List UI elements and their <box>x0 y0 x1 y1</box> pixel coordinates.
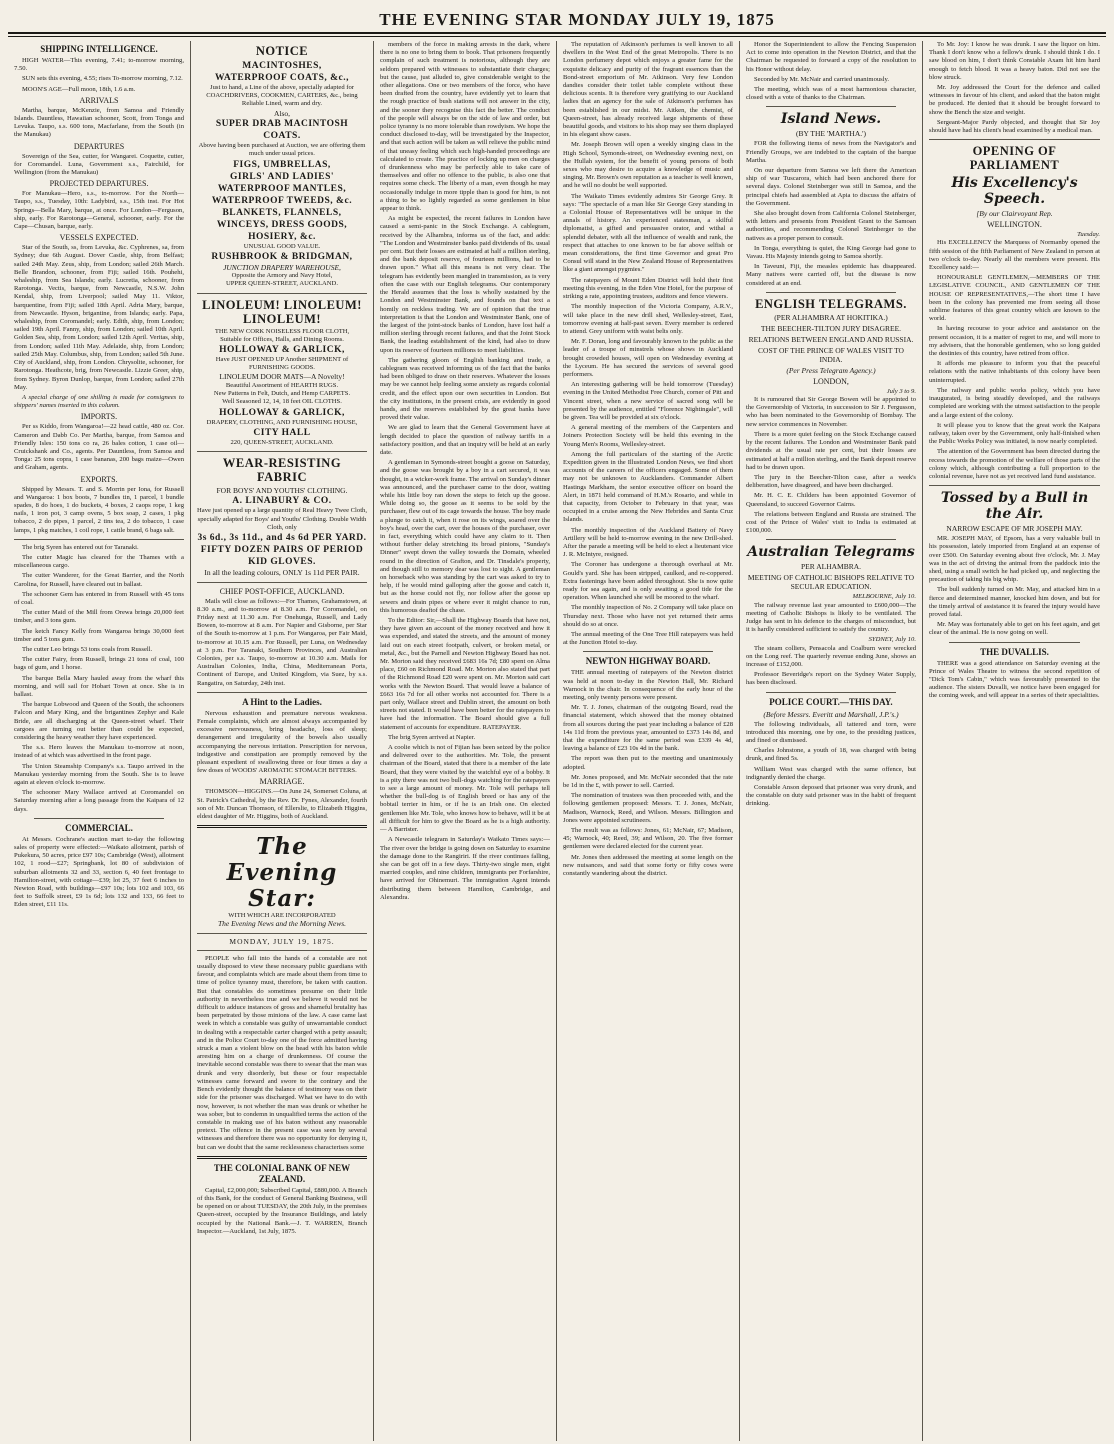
divider <box>766 292 896 293</box>
news-item: The Union Steamship Company's s.s. Taupo arrived in the Manukau yesterday morning from the South. She is to leave again at eleven o'clock to-morrow. <box>14 762 184 787</box>
news-item: The cutter Leo brings 53 tons coals from Russell. <box>22 645 153 653</box>
article-paragraph: Mr. Joy addressed the Court for the defence and called witnesses in favour of his client, and asked that the baton might be produced. He denied that it should be brought forward to show the Bench the size and weight. <box>929 84 1100 116</box>
ad-line: JUNCTION DRAPERY WAREHOUSE, <box>223 262 341 272</box>
ad-line: Well Seasoned 12, 14, 18 feet OIL CLOTHS. <box>222 398 342 406</box>
australian-telegrams-heading: Australian Telegrams <box>747 544 915 561</box>
article-paragraph: A general meeting of the members of the Carpenters and Joiners Protection Society will be held this evening in the Young Men's Rooms, Wellesley-street. <box>563 424 733 448</box>
divider <box>14 539 184 540</box>
commercial-heading: COMMERCIAL. <box>65 822 133 833</box>
ad-line: FOR BOYS' AND YOUTHS' CLOTHING. <box>216 485 348 495</box>
newton-paragraph: The report was then put to the meeting and unanimously adopted. <box>563 755 733 771</box>
divider <box>929 485 1100 486</box>
hint-heading: A Hint to the Ladies. <box>242 696 322 707</box>
article-paragraph: A coolie which is not of Fijian has been seized by the police and delivered over to the authorities. Mr. Tole, the present chairman of the Board, stated that there is a member of the late Board, that they were visited by the watchful eye of a bobby. It is a pity there was not two bull-dogs watching for the ratepayers to see a large amount of money. Mr. Tole will perhaps tell whether the bull-dog is of English breed or has any of the bobtail terrier in him, or if he is an Irish one. On elected gentlemen like Mr. Tole, who knows how to behave, will it be at all difficult for him to give the Board as he is a high authority. — A Barrister. <box>380 744 550 834</box>
english-telegrams-heading: ENGLISH TELEGRAMS. <box>755 296 907 311</box>
bull-sub: NARROW ESCAPE OF MR JOSEPH MAY. <box>946 524 1083 534</box>
marriage-notice: THOMSON—HIGGINS.—On June 24, Somerset Coluna, at St. Patrick's Cathedral, by the Rev. Dr. Fynes, Alexander, fourth son of Mr. Duncan Thomson, of Ellerslie, to Elizabeth Higgins, eldest daughter of Mr. Higgins, both of Auckland. <box>197 788 367 821</box>
article-paragraph: Mr. F. Doran, long and favourably known to the public as the leader of a troupe of minstrels whose shows in Auckland brought crowded houses, will open on Wednesday evening at the Lyceum. He has secured the services of several good performers. <box>563 338 733 378</box>
article-paragraph: Mr. Joseph Brown will open a weekly singing class in the High School, Symonds-street, on Wednesday evening next, on the Hullah system, for the benefit of young persons of both sexes who may desire to acquire a knowledge of music and singing. Mr. Brown's own reputation as a teacher is well known, and he will no doubt be well supported. <box>563 141 733 190</box>
ad-line: Opposite the Armory and Navy Hotel, <box>231 272 333 280</box>
tuesday-label: Tuesday. <box>1077 231 1100 239</box>
article-paragraph: Among the full particulars of the starting of the Arctic Expedition given in the Illustrated London News, we find short accounts of the careers of the officers engaged. Some of them may not be unknown to Aucklanders. Commander Albert Hastings Markham, the senior executive officer on board the Alert, in 1871 held command of H.M.'s Rosario, and while in that capacity, from October to February in that year, was occupied in a cruise among the New Hebrides and Santa Cruz Islands. <box>563 450 733 524</box>
london-paragraph: The jury in the Beecher-Tilton case, after a week's deliberation, have disagreed, and have been discharged. <box>746 473 916 490</box>
ad-line: 220, QUEEN-STREET, AUCKLAND. <box>230 438 334 446</box>
newton-paragraph: Mr. Jones then addressed the meeting at some length on the new nuisances, and said that some forty or fifty cows were constantly wandering about the district. <box>563 853 733 878</box>
linoleum-ad <box>197 298 367 447</box>
masthead-rule <box>8 36 1106 37</box>
london-heading: LONDON, <box>813 376 849 386</box>
duvallis-paragraph: THERE was a good attendance on Saturday evening at the Prince of Wales Theatre to witness the second repetition of "Dick Tom's Cabin," which was favourably presented to the audience. The sisters Duvalli, we notice have been engaged for the coming week, and will appear in a series of their specialities. <box>929 659 1100 700</box>
divider <box>197 825 367 828</box>
news-item: The cutter Fairy, from Russell, brings 21 tons of coal, 100 bags of gum, and 1 horse. <box>14 656 184 672</box>
article-paragraph: The gathering gloom of English banking and trade, a cablegram was received informing us of the fact that the banks had been obliged to draw on their reserves. Whatever the losses may be we cannot help feeling some anxiety as regards colonial credit, and the effect upon our own securities in London. But the city institutions, in the present crisis, are evidently in good hands, and the reserves established by the great banks have proved their value. <box>380 356 550 422</box>
ad-line: In all the leading colours, ONLY 1s 11d PER PAIR. <box>204 568 360 578</box>
newton-paragraph: Mr. T. J. Jones, chairman of the outgoing Board, read the financial statement, which showed that the money obtained from all sources during the past year including a balance of £28 14s 11d from the previous year, amounted to £373 14s 8d, and that the expenditure for the same period was £339 4s 4d, leaving a balance of £23 10s 4d in the bank. <box>563 704 733 753</box>
ad-line: DRAPERY, CLOTHING, AND FURNISHING HOUSE, <box>206 418 358 426</box>
banner-motto: WITH WHICH ARE INCORPORATED <box>228 912 336 920</box>
speech-paragraph: In having recourse to your advice and assistance on the present occasion, it is a matter of regret to me, and will more to my advisers, that the honorable gentlemen, who so long guided the destinies of this country, have retired from office. <box>929 325 1100 358</box>
divider <box>197 582 367 583</box>
hint-text: Nervous exhaustion and premature nervous weakness. Female complaints, which are almost always accompanied by excessive nervousness, bring headache, loss of sleep; derangement and irregularity of the bowels also usually accompanying the nervous irritation. Prescription for nervous, indigestive and constipation are promptly removed by the pleasant expedient of swallowing three or four times a day a few doses of WOODS' AROMATIC STOMACH BITTERS. <box>197 709 367 775</box>
column-6 <box>923 41 1106 1441</box>
article-paragraph: The Coroner has undergone a thorough overhaul at Mr. Gould's yard. She has been stripped, caulked, and re-coppered. Extra fastenings have been added throughout. She is now quite ready for sea again, and is only awaiting a good tide for the operation. When launched she will be moored to the wharf. <box>563 561 733 602</box>
london-paragraph: It is rumoured that Sir George Bowen will be appointed to the Governorship of Victoria, in succession to Sir J. Fergusson, who has been nominated to the Governorship of Bombay. The new service commences in November. <box>746 396 916 428</box>
london-date: July 3 to 9. <box>886 387 916 395</box>
article-paragraph: The ratepayers of Mount Eden District will hold their first meeting this evening, in the Eden Vine Hotel, for the purpose of striking a rate, appointing trustees, auditors and fence viewers. <box>563 276 733 301</box>
vessels-heading: VESSELS EXPECTED. <box>59 233 139 243</box>
article-paragraph: The monthly inspection of the Victoria Company, A.R.V., will take place in the new drill shed, Wellesley-street, East, tomorrow evening at half-past seven. Every member is ordered to attend. Grey uniform with waist belts only. <box>563 303 733 335</box>
arrivals-heading: ARRIVALS <box>79 95 119 105</box>
departures: Sovereign of the Sea, cutter, for Wangarei. Coquette, cutter, for Coromandel. Luna, Government s.s., Fairchild, for Wellington (from the Manukau) <box>14 152 184 177</box>
vessels: Star of the South, ss, from Levuka, &c. Cyphrenes, sa, from Sydney; due 6th August. Dover Castle, ship, from Belfast; sailed 24th May. Zeus, ship, from London; sailed 26th March. Belle Brandon, schooner, from Fiji; sailed 16th. Pouhehi, whaleship, from Sea Islands; early. Lucretia, schooner, from Rarotonga. Vectis, barque, from Newcastle, N.S.W. John Kendal, ship, from Liverpool; sailed May 11. Viktor, barquentine, from Fiji; sailed 18th April. Adria Mary, barque, from Newcastle. Hyson, brigantine, from Islands; early. Papa, whaleship, from Coromandel; early. Edith, ship, from London; sailed 19th April. Fanny, ship, from London; sailed 10th April. Golden Sea, ship, from London; sailed 12th April. Veritas, ship, from London; sailed 11th May. Adelaide, ship, from London; sailed 25th May. Columbus, ship, from London; sailed 5th June. City of Auckland, ship, from London. Chrysolite, schooner, for Rarotonga. Heathcote, brig, from Newcastle. Lizzie Greer, ship, from Sydney. Byron Dunlop, barque, from London; sailed 27th May. <box>14 244 184 391</box>
masthead <box>8 8 1106 34</box>
australian-telegrams-sub: PER ALHAMBRA. <box>800 562 861 572</box>
aus-paragraph: Professor Beveridge's report on the Sydney Water Supply, has been disclosed. <box>746 671 916 687</box>
newton-paragraph: Mr. Jones proposed, and Mr. McNair seconded that the rate be 1d in the £, with power to sell. Carried. <box>563 773 733 790</box>
divider <box>197 451 367 452</box>
island-paragraph: She also brought down from California Colonel Steinberger, with letters and presents from President Grant to the Samoan authorities, and recommending Colonel Steinberger to the natives as a proper person to consult. <box>746 210 916 242</box>
divider <box>766 692 896 693</box>
london-paragraph: Mr. H. C. E. Childers has been appointed Governor of Queensland, to succeed Governor Cairns. <box>746 492 916 508</box>
ad-line: WATERPROOF COATS, &c., <box>214 73 350 83</box>
sydney-date: SYDNEY, July 10. <box>868 636 916 644</box>
speech-paragraph: HONOURABLE GENTLEMEN,—MEMBERS OF THE LEGISLATIVE COUNCIL, AND GENTLEMEN OF THE HOUSE OF REPRESENTATIVES,—The short time I have been in the colony has prevented me from seeing all those sublime features of this great country which are known to the world. <box>929 274 1100 323</box>
divider <box>766 539 896 540</box>
ad-line: A. LINABURY & CO. <box>232 496 332 507</box>
ad-line: Beautiful Assortment of HEARTH RUGS. <box>225 381 339 389</box>
divider <box>197 692 367 693</box>
ad-line: Above having been purchased at Auction, we are offering them much under usual prices. <box>198 142 366 158</box>
news-item: The barque Bella Mary hauled away from the wharf this morning, and will sail for Hobart Town at once. She is in ballast. <box>14 674 184 698</box>
ad-line: WATERPROOF TWEEDS, &c. <box>211 195 353 206</box>
ad-line: 3s 6d., 3s 11d., and 4s 6d PER YARD. <box>197 533 367 544</box>
divider <box>197 1156 367 1159</box>
telegram-topic: THE BEECHER-TILTON JURY DISAGREE. <box>760 323 902 333</box>
leader-article: PEOPLE who fall into the hands of a constable are not usually disposed to view these necessary public guardians with favour, and complaints which are made about them from time to time of police tyranny must, therefore, be taken with caution. But that constables do sometimes presume on their little authority in nevertheless true and we believe it would not be difficult to adduce instances of gross and shameful brutality has been perpetrated by those minions of the law. A case came last week in which a constable was guilty of unwarrantable conduct in dealing with a respectable carter charged with a petty assault; and in the Police Court to-day one of the force admitted having struck a man a violent blow on the head with his baton while arresting him on a charge of drunkenness. Of course the inevitable second constable was there to swear that the man was drunk and very disorderly, but these or four respectable witnesses came forward and swore to the contrary and the Bench evidently thought the balance of testimony was on their side for the prisoner was discharged. What we have to do with now, however, is not whether the man was drunk or whether he was sober, but to condemn in unqualified terms the action of the constable in making use of his baton without any reasonable pretext. The offence in the present case was seen by several witnesses and therefore there was no opportunity for denying it, but can we doubt that the same recklessness characterises some <box>197 954 367 1151</box>
projected: For Manukau—Hero, s.s., to-morrow. For the North—Taupo, s.s., Tuesday, 10th: Ladybird, s.s., 15th inst. For Hot Springs—Bella Mary, barque, at once. For London—Ferguson, ship, early. For Rarotonga—General, schooner, early. For the Cape—Chusan, barque, early. <box>14 190 184 231</box>
projected-heading: PROJECTED DEPARTURES. <box>49 179 149 189</box>
speech-paragraph: The railway and public works policy, which you have inaugurated, is being steadily developed, and the railways completed are working with the utmost satisfaction to the people and a large extent of the colony. <box>929 386 1100 419</box>
news-item: The schooner Gem has entered in from Russell with 45 tons of coal. <box>14 590 184 606</box>
tides: HIGH WATER—This evening, 7.41; to-morrow morning, 7.50. <box>14 57 184 73</box>
marriage-heading: MARRIAGE. <box>259 777 305 787</box>
ad-line: UNUSUAL GOOD VALUE. <box>243 242 321 250</box>
banner-line: The Evening News and the Morning News. <box>217 919 347 929</box>
duvallis-heading: THE DUVALLIS. <box>980 646 1049 657</box>
arrivals: Martha, barque, McKenzie, from Samoa and Friendly Islands. Dauntless, Hawaiian schooner, Scott, from Tonga and Levuka. Taupo, s.s. 600 tons, Macfarlane, from the South (in the Manukau) <box>14 106 184 139</box>
ad-line: BLANKETS, FLANNELS, WINCEYS, DRESS GOODS, HOSIERY, &c. <box>216 207 348 242</box>
column-3 <box>374 41 557 1441</box>
sun: SUN sets this evening, 4.55; rises To-morrow morning, 7.12. <box>22 75 183 83</box>
ad-line: RUSHBROOK & BRIDGMAN, <box>211 251 353 262</box>
colonial-bank-heading: THE COLONIAL BANK OF NEW ZEALAND. <box>213 1162 351 1184</box>
ad-line: HOLLOWAY & GARLICK, <box>219 345 345 356</box>
police-paragraph: The following individuals, all tattered and torn, were introduced this morning, one by one, to the presiding justices, and fined or dismissed. <box>746 720 916 744</box>
island-news-heading: Island News. <box>780 111 882 128</box>
exports-heading: EXPORTS. <box>80 474 118 484</box>
divider <box>766 106 896 107</box>
colonial-bank-notice: Capital, £2,000,000; Subscribed Capital, £880,000. A Branch of this Bank, for the conduct of General Banking Business, will be opened on or about TUESDAY, the 20th July, in the premises Queen-street, occupied by the Insurance Buildings, and lately occupied by the National Bank.—J. T. WARREN, Branch Inspector.—Auckland, 1st July, 1875. <box>197 1186 367 1235</box>
article-paragraph: The brig Syren arrived at Napier. <box>388 733 476 741</box>
exports: Shipped by Messrs. T. and S. Morrin per Iona, for Russell and Wangaroa: 1 box boots, 7 bundles tin, 1 parcel, 1 bundle spades, 8 do hoes, 1 do buckets, 4 boxes, 2 caops rope, 1 keg nails, 1 iron pot, 3 camp ovens, 5 box soap, 2 cases, 1 pkg tobacco, 2 do pipes, 1 parcel, 2 tins tea, 2 do tobacco, 1 case lamps, 1 pkg matches, 1 coil rope, 1 cattle brand, 6 bags salt. <box>14 485 184 534</box>
column-5 <box>740 41 923 1441</box>
telegram-topic: RELATIONS BETWEEN ENGLAND AND RUSSIA. <box>748 334 914 344</box>
bull-paragraph: Mr. May was fortunately able to get on his feet again, and get clear of the animal. He is now going on well. <box>929 621 1100 637</box>
telegram-topic: (Per Press Telegram Agency.) <box>786 365 876 375</box>
wellington-heading: WELLINGTON. <box>987 220 1042 230</box>
news-item: The barque Lobwood and Queen of the South, the schooners Falcon and Mary King, and the brigantines Zephyr and Kale Bride, are all discharging at the Queen-street wharf. Their cargoes are turning out better than could be expected, considering the heavy weather they have experienced. <box>14 701 184 742</box>
notice-ad <box>197 44 367 289</box>
divider <box>34 818 164 819</box>
ad-line: Also, <box>273 108 291 118</box>
ad-line: MACINTOSHES, <box>242 61 322 71</box>
divider <box>197 933 367 934</box>
news-item: The s.s. Hero leaves the Manukau to-morrow at noon, instead of at which was advertised in the front page. <box>14 744 184 760</box>
telegram-topic: MEETING OF CATHOLIC BISHOPS RELATIVE TO SECULAR EDUCATION. <box>747 573 915 592</box>
bull-heading: Tossed by a Bull in the Air. <box>940 490 1089 523</box>
shipping-heading: SHIPPING INTELLIGENCE. <box>40 44 158 54</box>
article-paragraph: Honor the Superintendent to allow the Fencing Suspension Act to come into operation in the Newton District, and that the Chairman be requested to forward a copy of the resolution to his Honor without delay. <box>746 41 916 73</box>
article-paragraph: The annual meeting of the One Tree Hill ratepayers was held at the Junction Hotel to-day. <box>563 631 733 647</box>
imports-heading: IMPORTS. <box>80 412 118 422</box>
newton-paragraph: The nomination of trustees was then proceeded with, and the following gentlemen proposed: Messrs. T. J. Jones, McNair, Madison, Warnock, Reed, and Wilson. Messrs. Billington and Jones were appointed scrutineers. <box>563 792 733 824</box>
post-heading: CHIEF POST-OFFICE, AUCKLAND. <box>219 586 345 596</box>
speech-paragraph: It affords me pleasure to inform you that the peaceful relations with the native inhabitants of this colony have been uninterrupted. <box>929 360 1100 384</box>
ad-line: UPPER QUEEN-STREET, AUCKLAND. <box>226 280 338 288</box>
police-heading: POLICE COURT.—THIS DAY. <box>769 696 893 707</box>
newspaper-title: THE EVENING STAR MONDAY JULY 19, 1875 <box>379 10 775 29</box>
ad-line: CITY HALL <box>253 427 311 438</box>
london-paragraph: The relations between England and Russia are strained. The cost of the Prince of Wales' visit to India is estimated at £100,000. <box>746 510 916 535</box>
article-paragraph: members of the force in making arrests in the dark, where there is no one to bring them to book. That prisoners frequently complain of such treatment is notorious, although they are seldom prepared with witnesses to substantiate their charges; but the cause, just alluded to, give considerable weight to the other allegations. One or two members of the force, who have been drafted from the country, have evidently yet to learn that the rough practice of bush stations will not answer in the city, and the sooner they recognise this fact the better. The conduct of the people will always be on the side of law and order, but police tyranny is no more tolerable than rowdyism. We hope the conduct disclosed to-day, will be investigated by the Inspector, and that such action will be taken as will relieve the public mind of that uneasy feeling which such high-handed proceedings are calculated to create. The practice of locking up men on charges of drunkenness who may be perfectly able to take care of themselves and offer no offence to the public, is also one that requires some check. The liberty of a man, even though he may occasionally indulge in more tipple than is good for him, is not a thing to be so lightly regarded as some gentlemen in blue appear to think. <box>380 41 550 213</box>
moon: MOON'S AGE—Full moon, 18th, 1.6 a.m. <box>22 85 136 93</box>
wear-ad <box>197 456 367 578</box>
article-paragraph: The reputation of Atkinson's perfumes is well known to all dwellers in the West End of the great Metropolis. There is no London perfumery depot which enjoys a greater fame for the exquisite delicacy and purity of the fragrant essences than the Bond-street emporium of Mr. Atkinson. Very few London dandies consider their toilet table complete without these delicious scents. It is therefore very gratifying to our Auckland ladies that an agency for the sale of Atkinson's perfumes has been established in our midst. Mr. Aitken, the chemist, of Queen-street, has already received large shipments of these beautiful goods, and visitors to his shop may see them displayed in his elegant show cases. <box>563 41 733 139</box>
ad-line: SUPER DRAB MACINTOSH COATS. <box>215 119 349 142</box>
column-2 <box>191 41 374 1441</box>
island-paragraph: In Taveuni, Fiji, the measles epidemic has disappeared. Many natives were carried off, but the disease is now considered at an end. <box>746 263 916 287</box>
banner-date: MONDAY, JULY 19, 1875. <box>229 936 335 946</box>
notice-heading: NOTICE <box>255 44 309 58</box>
bull-paragraph: MR. JOSEPH MAY, of Epsom, has a very valuable bull in his possession, lately imported from England at an expense of over £500. On Saturday evening about five o'clock, Mr. J. May was in the act of driving the animal from the paddock into the shed, using a small switch he had picked up, and neglecting the precaution of taking his big whip. <box>929 535 1100 584</box>
ad-line: THE NEW CORK NOISELESS FLOOR CLOTH, <box>214 327 350 335</box>
aus-paragraph: The steam colliers, Pensacola and Coalburn were wrecked on the Long reef. The quarterly revenue ending June, shows an increase of £152,000. <box>746 644 916 668</box>
opening-parliament-heading: OPENING OF PARLIAMENT <box>969 144 1060 173</box>
news-item: The cutter Maid of the Mill from Orewa brings 20,000 feet timber, and 3 tons gum. <box>14 609 184 625</box>
article-paragraph: To Mr. Joy: I know he was drunk. I saw the liquor on him. Thank I don't know who a fellow's drunk. I should think I do. I saw blood on him, I don't think Constable Axam hit him hard enough to fetch blood. It was a heavy baton. Did not see the blow struck. <box>929 41 1100 81</box>
divider <box>583 651 713 652</box>
ad-line: GIRLS' AND LADIES' WATERPROOF MANTLES, <box>217 171 347 194</box>
article-paragraph: A Newcastle telegram in Saturday's Waikato Times says:—The river over the bridge is going down on Saturday to examine the damage done to the Rangiriri. If the river continues falling, she can be got off in a few days. Thirty-two single men, eight married couples, and nine children, immigrants per Forfarshire, have arrived for Ohinemuri. The immigration Agent intends distributing them between Hamilton, Cambridge, and Alexandra. <box>380 836 550 901</box>
aus-paragraph: The railway revenue last year amounted to £600,000—The meeting of Catholic Bishops is likely to be ventilated. The Judge has sent in his defence to the charges of misconduct, but it is hardly considered sufficient to satisfy the country. <box>746 601 916 634</box>
article-paragraph: Seconded by Mr. McNair and carried unanimously. <box>754 75 890 83</box>
ad-line: LINOLEUM DOOR MATS—A Novelty! <box>219 372 345 382</box>
article-paragraph: Sergeant-Major Pardy objected, and thought that Sir Joy should have had his client's head examined by a medical man. <box>929 118 1100 135</box>
imports: Per ss Kiddo, from Wangaroa!—22 head cattle, 480 oz. Cor. Cameron and Dabb Co. Per Martha, barque, from Samoa and Friendly Isles: 150 tons co ra, 26 bales cotton, 1 case oil—Cruickshank and Co., agents. Per Dauntless, from Samoa and Tonga: 25 tons copra, 1 case bananas, 200 bags maize—Owen and Graham, agents. <box>14 423 184 472</box>
divider <box>197 293 367 294</box>
divider <box>929 139 1100 140</box>
article-paragraph: The meeting, which was of a most harmonious character, closed with a vote of thanks to the Chairman. <box>746 86 916 102</box>
newton-paragraph: The result was as follows: Jones, 61; McNair, 67; Madison, 45; Warnock, 40; Reed, 39; and Wilson, 20. The five former gentlemen were declared elected for the current year. <box>563 827 733 851</box>
speech-paragraph: It will please you to know that the great work the Kaipara railway, taken over by the Government, only half-finished when the Public Works Policy was initiated, is now nearly completed. <box>929 421 1100 446</box>
telegram-topic: COST OF THE PRINCE OF WALES VISIT TO INDIA. <box>758 345 904 364</box>
paper-banner <box>197 834 367 928</box>
police-paragraph: Charles Johnstone, a youth of 18, was charged with being drunk, and fined 5s. <box>746 747 916 763</box>
post-office-notice: Mails will close as follows:—For Thames, Grahamstown, at 8.30 a.m., and to-morrow at 8.30 a.m. For Coromandel, on Friday next at 11.30 a.m. For Onehunga, Russell, and Lady Bowen, to-morrow at 8 a.m. For Napier and Gisborne, per Star of the South to-morrow at 1 p.m. For Wangaroa, per Fair Maid, to-morrow at 10.15 a.m. For Russell, per Luna, on Wednesday at 3 p.m. For Taranaki, Southern Provinces, and Australian Colonies, per s.s. Taupo, to-morrow at 10.30 a.m. Mails for Australian Colonies, India, China, Mediterranean Ports, Continent of Europe, and United Kingdom, via Suez, by s.s. Rangatira, on Saturday, 24th inst. <box>197 597 367 687</box>
columns <box>8 41 1106 1441</box>
ad-line: Just to hand, a Line of the above, specially adapted for COACHDRIVERS, COOKMEN, CARTERS, &c., being Reliable Lined, warm and dry. <box>206 84 358 108</box>
police-paragraph: William West was charged with the same offence, but indignantly denied the charge. <box>746 765 916 781</box>
island-paragraph: On our departure from Samoa we left there the American ship of war Tuscarora, which had been anchored there for several days. Colonel Steinberger was still in Samoa, and the principal chiefs had assembled at Apia to discuss the affairs of the Government. <box>746 167 916 207</box>
article-paragraph: The monthly inspection of the Auckland Battery of Navy Artillery will be held to-morrow evening in the new Drill-shed. After the parade a meeting will be held to elect a lieutenant vice J. R. McIntyre, resigned. <box>563 526 733 559</box>
news-item: The brig Syren has entered out for Taranaki. <box>22 543 139 551</box>
police-paragraph: Constable Anson deposed that prisoner was very drunk, and the constable on duty said prisoner was in the habit of frequent drinking. <box>746 783 916 808</box>
commercial: At Messrs. Cochrane's auction mart to-day the following sales of property were effected:—Waikato allotment, parish of Pukekura, 50 acres, price £97 10s; Cambridge (West), allotment 102, 1 rood—£27; Springbank, lot 80 of subdivision of suburban allotments 32 and 33, section 6, 40 feet frontage to Hamilton-street, with cottage—£39; lot 25, 37 feet 6 inches to Newton Road, with buildings—£97 10s; lots 102 and 103, 66 feet to Suffolk street, £9 1s 6d; lots 132 and 133, 66 feet to Eden street, £11 11s. <box>14 835 184 909</box>
ad-line: Have just opened up a large quantity of Real Heavy Twee Cloth, specially adapted for Boys' and Youths' Clothing. Double Width Cloth, only <box>197 507 367 531</box>
ad-line: Have JUST OPENED UP Another SHIPMENT of FURNISHING GOODS. <box>215 356 349 372</box>
excellency-sub: [By our Clairvoyant Rep. <box>976 209 1053 219</box>
police-sub: (Before Messrs. Everitt and Marshall, J.P.'s.) <box>763 709 899 719</box>
banner-title: The Evening Star: <box>226 833 338 913</box>
column-4 <box>557 41 740 1441</box>
news-item: The cutter Wanderer, for the Great Barrier, and the North Carolina, for Russell, have cleared out in ballast. <box>14 572 184 588</box>
island-paragraph: FOR the following items of news from the Navigator's and Friendly Groups, we are indebted to the captain of the barque Martha. <box>746 140 916 164</box>
ad-line: Suitable for Offices, Halls, and Dining Rooms. <box>220 335 344 343</box>
ad-line: FIGS, UMBRELLAS, <box>233 159 331 170</box>
article-paragraph: We are glad to learn that the General Government have at length decided to place the question of railway tariffs in a satisfactory position, and that an inquiry will be held at an early date. <box>380 424 550 456</box>
news-item: The cutter Magic has cleared for the Thames with a miscellaneous cargo. <box>14 553 184 570</box>
ad-line: FIFTY DOZEN PAIRS OF PERIOD KID GLOVES. <box>200 545 364 568</box>
excellency-heading: His Excellency's Speech. <box>951 175 1078 208</box>
wear-heading: WEAR-RESISTING FABRIC <box>222 455 342 484</box>
news-item: The schooner Mary Wallace arrived at Coromandel on Saturday morning after a long passage from the Kaipara of 12 days. <box>14 789 184 813</box>
linoleum-heading: LINOLEUM! LINOLEUM! LINOLEUM! <box>202 297 362 326</box>
article-paragraph: To the Editor: Sir,—Shall the Highway Boards that have not, they have given an account of the money received and how it was expended, and stated the streets, and the amount of money laid out on each street footpath, culvert, or broken metal, or metal, &c., but the Parnell and Newton Highway Board has not. Mr. Morton said they received £683 16s 7d; £80 spent on Alma place, £60 on Richmond Road. Mr. Morton also stated that part of the Richmond Road £20 were spent on. Mr. Morton said cart works with the Newton Board. That would leave a balance of £663 16s 7d for all other works not accounted for. There is a part only, Wallace street and Dublin street, the amount on both streets not stated. It would have been better for the ratepayers to have had the information. The Board should give a full statement of accounts for expenditure. RATEPAYER. <box>380 617 550 731</box>
london-paragraph: There is a more quiet feeling on the Stock Exchange caused by the recent failures. The London and Westminster Bank paid dividends at the usual rate per cent, but their losses are estimated at half a million sterling, and the Bank deposit reserve had to be drawn upon. <box>746 430 916 471</box>
article-paragraph: As might be expected, the recent failures in London have caused a semi-panic in the Stock Exchange. A cablegram, received by the Alhambra, informs us of the fact, and adds: "The London and Westminster banks paid dividends of 8s. usual per cent. But their losses are estimated at half a million sterling, and the bank deposit reserve, of fourteen millions, had to be drawn upon." What all this means is not very clear. The telegram has evidently been mangled in transmission, as is very often the case with our English telegrams. Our contemporary the Herald assumes that the loss is wholly sustained by the London and Westminster Bank, and founds on that text a homily on reckless trading. We are of opinion that the true interpretation is that the London and Westminster Bank, one of the largest of the joint-stock banks of London, have lost half a million sterling through recent failures, and that the Joint Stock Bank, the leading establishment of the kind, had also to draw upon its reserve of fourteen millions to meet liabilities. <box>380 215 550 354</box>
newton-heading: NEWTON HIGHWAY BOARD. <box>585 656 711 667</box>
speech-paragraph: The attention of the Government has been directed during the recess towards the promotion of the welfare of those parts of the colony which, although contributing a full proportion to the colonial revenue, have not as yet received land fund assistance. <box>929 448 1100 480</box>
ad-line: HOLLOWAY & GARLICK, <box>219 407 345 418</box>
island-news-sub: (BY THE 'MARTHA.') <box>796 129 866 139</box>
bull-paragraph: The bull suddenly turned on Mr. May, and attacked him in a fierce and determined manner, knocked him down, and but for the timely arrival of assistance it is feared the injury would have proved fatal. <box>929 586 1100 618</box>
island-paragraph: In Tonga, everything is quiet, the King George had gone to Vavau. His Majesty intends going to Samoa shortly. <box>746 244 916 261</box>
speech-paragraph: His EXCELLENCY the Marquess of Normanby opened the fifth session of the fifth Parliament of New Zealand in person at two o'clock to-day. Nearly all the members were present. His Excellency said:— <box>929 239 1100 272</box>
ad-line: New Patterns in Felt, Dutch, and Hemp CARPETS. <box>213 390 351 398</box>
column-1 <box>8 41 191 1441</box>
article-paragraph: A gentleman in Symonds-street bought a goose on Saturday, and the goose was brought by a boy in a cart secured, it was thought, in a wicker-work frame. The arrival on Sunday's dinner was announced, and the purchaser came to the door, waiting while his little boy ran down the steps to fetch up the goose. While doing so, the goose as it seems to be sold by the purchaser, flew out of its cage towards the house. The boy made a plunge to catch it, when it rose on its wings, soared over the boy's head, over the cart, over the houses of the purchaser, over in fact, everything which could have any claim to it. Then without further delay stretching its broad pinions, "Sunday's Dinner" swept down the valley towards the Domain, wheeled round in the direction of Grafton, and Dr. Tinsdale's property, and though still to memory dear was lost to sight. A gentleman on horseback who was standing by the cart was asked to try to help, if he would mind galloping after the goose and catch it, but as the horse could not fly, nor follow after the goose up sewers and drain pipes or where ever it might chance to run, this humorous deaftof the chase. <box>380 459 550 614</box>
melbourne-date: MELBOURNE, July 10. <box>852 593 916 601</box>
article-paragraph: The monthly inspection of No. 2 Company will take place on Thursday next. Those who have not yet returned their arms should do so at once. <box>563 604 733 628</box>
divider <box>197 950 367 951</box>
article-paragraph: An interesting gathering will be held tomorrow (Tuesday) evening in the United Methodist Free Church, corner of Pitt and Vincent street, when a new service of sacred song will be presented by the audience, entitled "Florence Nightingale", will be given. Tea will be provided at six o'clock. <box>563 381 733 421</box>
english-telegrams-sub: (PER ALHAMBRA AT HOKITIKA.) <box>774 312 888 322</box>
note: A special charge of one shilling is made for consignees to shippers' names inserted in this column. <box>14 393 184 410</box>
departures-heading: DEPARTURES <box>73 141 125 151</box>
article-paragraph: The Waikato Times evidently admires Sir George Grey. It says: "The spectacle of a man like Sir George Grey standing in a Colonial House of Representatives will be unique in the annals of history. An experienced statesman, a skilful diplomatist, a gifted and persuasive orator, and withal a splendid debater, with all the influence of wealth and rank, the respect that attaches to one known to be far above selfish or mean considerations, the first time Governor and great Pro Consul will stand in the New Zealand House of Representatives like a giant amongst pygmies." <box>563 192 733 274</box>
divider <box>949 642 1080 643</box>
newton-paragraph: THE annual meeting of ratepayers of the Newton district was held at noon to-day in the Newton Hall, Mr. Richard Warnock in the chair. In consequence of the early hour of the meeting, only twenty persons were present. <box>563 669 733 702</box>
news-item: The ketch Fancy Kelly from Wangaroa brings 30,000 feet timber and 5 tons gum. <box>14 627 184 643</box>
